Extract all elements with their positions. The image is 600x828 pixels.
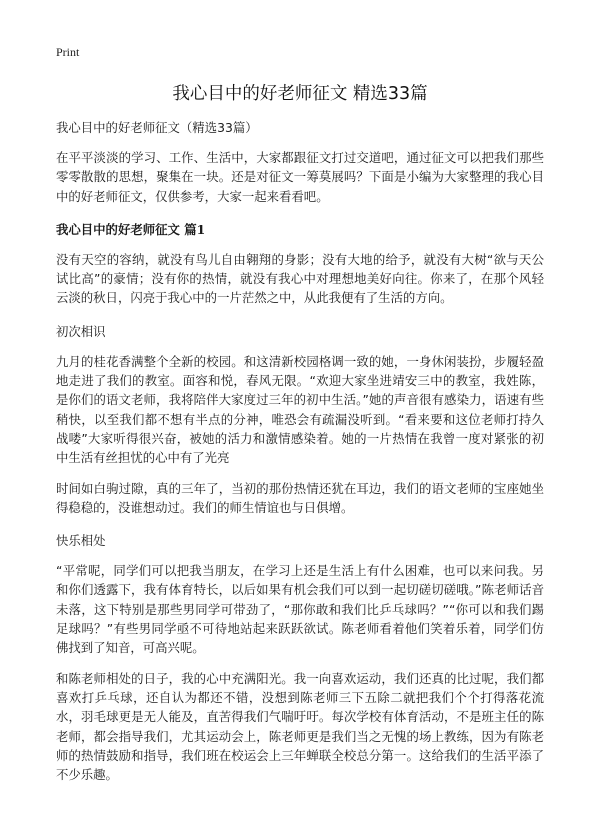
document-subtitle: 我心目中的好老师征文（精选33篇） (56, 120, 258, 135)
page-title: 我心目中的好老师征文 精选33篇 (172, 84, 428, 104)
subheading-first-meeting: 初次相识 (56, 323, 106, 339)
paragraph-3: 时间如白驹过隙，真的三年了，当初的那份热情还犹在耳边，我们的语文老师的宝座她坐得稳稳的，没谁想动过。我们的师生情谊也与日俱增。 (56, 480, 544, 515)
paragraph-1: 没有天空的容纳，就没有鸟儿自由翱翔的身影；没有大地的给予，就没有大树“欲与天公试比高”的豪情；没有你的热情，就没有我心中对理想地美好向往。你来了，在那个风轻云淡的秋日，闪亮于我心中的一片茫然之中，从此我便有了生活的方向。 (56, 251, 544, 306)
paragraph-5: 和陈老师相处的日子，我的心中充满阳光。我一向喜欢运动，我们还真的比过呢，我们都喜欢打乒乓球，还自认为都还不错，没想到陈老师三下五除二就把我们个个打得落花流水，羽毛球更是无人能及，直苦得我们气喘吁吁。每次学校有体育活动，不是班主任的陈老师，都会指导我们，尤其运动会上，陈老师更是我们当之无愧的场上教练，因为有陈老师的热情鼓励和指导，我们班在校运会上三年蝉联全校总分第一。这给我们的生活平添了不少乐趣。 (56, 670, 544, 783)
section-heading: 我心目中的好老师征文 篇1 (56, 221, 206, 237)
paragraph-4: “平常呢，同学们可以把我当朋友，在学习上还是生活上有什么困难，也可以来问我。另和你们透露下，我有体育特长，以后如果有机会我们可以到一起切磋切磋哦。”陈老师话音未落，这下特别是那些男同学可带劲了，“那你敢和我们比乒乓球吗？”“你可以和我们踢足球吗？”有些男同学亟不可待地站起来跃跃欲试。陈老师看着他们笑着乐着，同学们仿佛找到了知音，可高兴呢。 (56, 563, 544, 656)
subheading-happy-times: 快乐相处 (56, 533, 106, 549)
intro-paragraph: 在平平淡淡的学习、工作、生活中，大家都跟征文打过交道吧，通过征文可以把我们那些零零散散的思想，聚集在一块。还是对征文一筹莫展吗？下面是小编为大家整理的我心目中的好老师征文，仅供参考，大家一起来看看吧。 (56, 150, 544, 204)
paragraph-2: 九月的桂花香满整个全新的校园。和这清新校园格调一致的她，一身休闲装扮，步履轻盈地走进了我们的教室。面容和悦，春风无限。“欢迎大家坐进靖安三中的教室，我姓陈，是你们的语文老师，我将陪伴大家度过三年的初中生活。”她的声音很有感染力，语速有些稍快，以至我们都不想有半点的分神，唯恐会有疏漏没听到。“看来要和这位老师打持久战喽”大家听得很兴奋，被她的活力和激情感染着。她的一片热情在我曾一度对紧张的初中生活有丝担忧的心中有了光亮 (56, 353, 544, 466)
print-link[interactable]: Print (56, 45, 80, 59)
